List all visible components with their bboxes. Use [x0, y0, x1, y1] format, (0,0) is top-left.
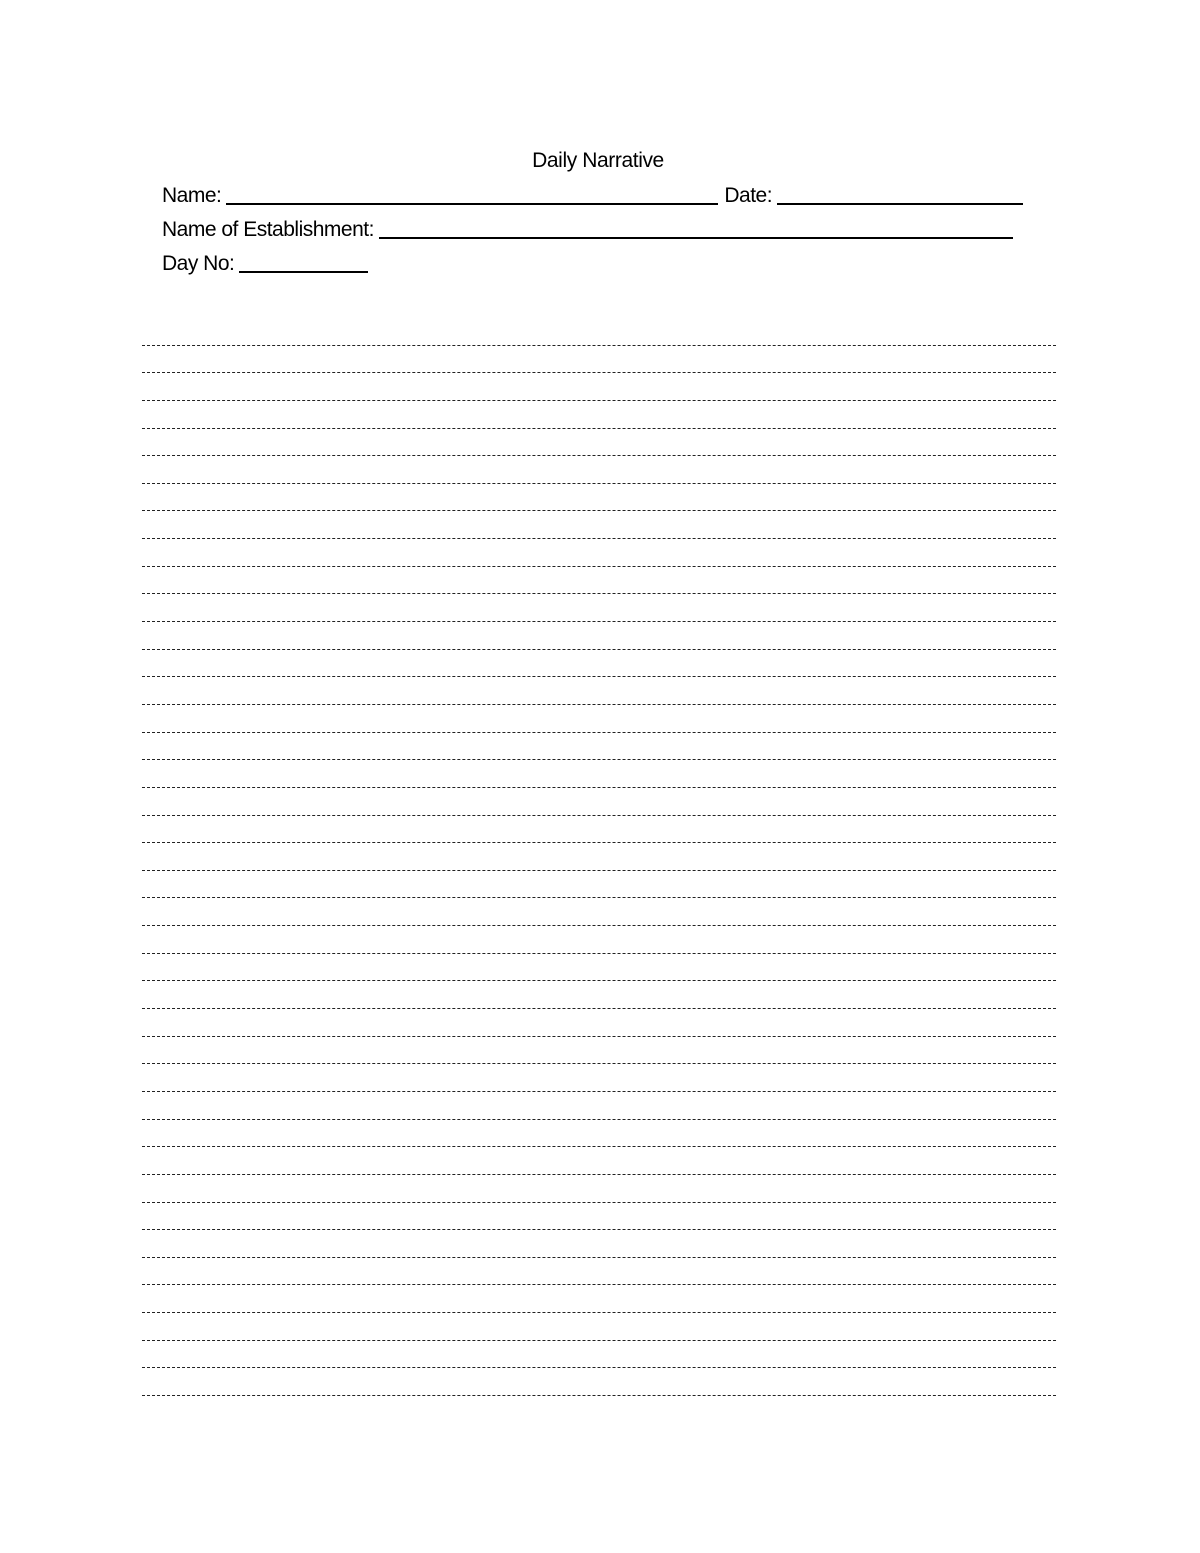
narrative-line[interactable]	[142, 926, 1056, 954]
narrative-line[interactable]	[142, 1285, 1056, 1313]
narrative-line[interactable]	[142, 594, 1056, 622]
narrative-line[interactable]	[142, 843, 1056, 871]
narrative-line[interactable]	[142, 539, 1056, 567]
narrative-line[interactable]	[142, 705, 1056, 733]
day-number-label: Day No:	[162, 252, 235, 275]
narrative-line[interactable]	[142, 788, 1056, 816]
narrative-line[interactable]	[142, 1368, 1056, 1396]
narrative-line[interactable]	[142, 622, 1056, 650]
establishment-row	[162, 217, 1013, 243]
narrative-line[interactable]	[142, 871, 1056, 899]
narrative-line[interactable]	[142, 346, 1056, 374]
day-number-row	[162, 251, 368, 277]
name-field[interactable]	[226, 183, 718, 205]
narrative-line[interactable]	[142, 429, 1056, 457]
narrative-line[interactable]	[142, 650, 1056, 678]
narrative-line[interactable]	[142, 511, 1056, 539]
narrative-line[interactable]	[142, 1175, 1056, 1203]
narrative-line[interactable]	[142, 1258, 1056, 1286]
establishment-field[interactable]	[379, 217, 1013, 239]
narrative-line[interactable]	[142, 567, 1056, 595]
day-number-field[interactable]	[239, 251, 368, 273]
narrative-line[interactable]	[142, 373, 1056, 401]
narrative-line[interactable]	[142, 456, 1056, 484]
narrative-line[interactable]	[142, 484, 1056, 512]
narrative-line[interactable]	[142, 733, 1056, 761]
narrative-line[interactable]	[142, 1037, 1056, 1065]
date-label: Date:	[724, 184, 773, 207]
narrative-writing-area[interactable]	[142, 318, 1056, 1396]
narrative-line[interactable]	[142, 1203, 1056, 1231]
date-field[interactable]	[777, 183, 1023, 205]
narrative-line[interactable]	[142, 1092, 1056, 1120]
narrative-line[interactable]	[142, 816, 1056, 844]
narrative-line[interactable]	[142, 981, 1056, 1009]
narrative-line[interactable]	[142, 318, 1056, 346]
narrative-line[interactable]	[142, 1313, 1056, 1341]
narrative-line[interactable]	[142, 1120, 1056, 1148]
page-title: Daily Narrative	[532, 149, 664, 172]
narrative-line[interactable]	[142, 1064, 1056, 1092]
narrative-line[interactable]	[142, 760, 1056, 788]
narrative-line[interactable]	[142, 1341, 1056, 1369]
narrative-line[interactable]	[142, 1147, 1056, 1175]
narrative-line[interactable]	[142, 1230, 1056, 1258]
name-date-row	[162, 183, 1023, 209]
name-label: Name:	[162, 184, 222, 207]
narrative-line[interactable]	[142, 954, 1056, 982]
narrative-line[interactable]	[142, 898, 1056, 926]
narrative-line[interactable]	[142, 677, 1056, 705]
narrative-line[interactable]	[142, 1009, 1056, 1037]
narrative-line[interactable]	[142, 401, 1056, 429]
establishment-label: Name of Establishment:	[162, 218, 374, 241]
